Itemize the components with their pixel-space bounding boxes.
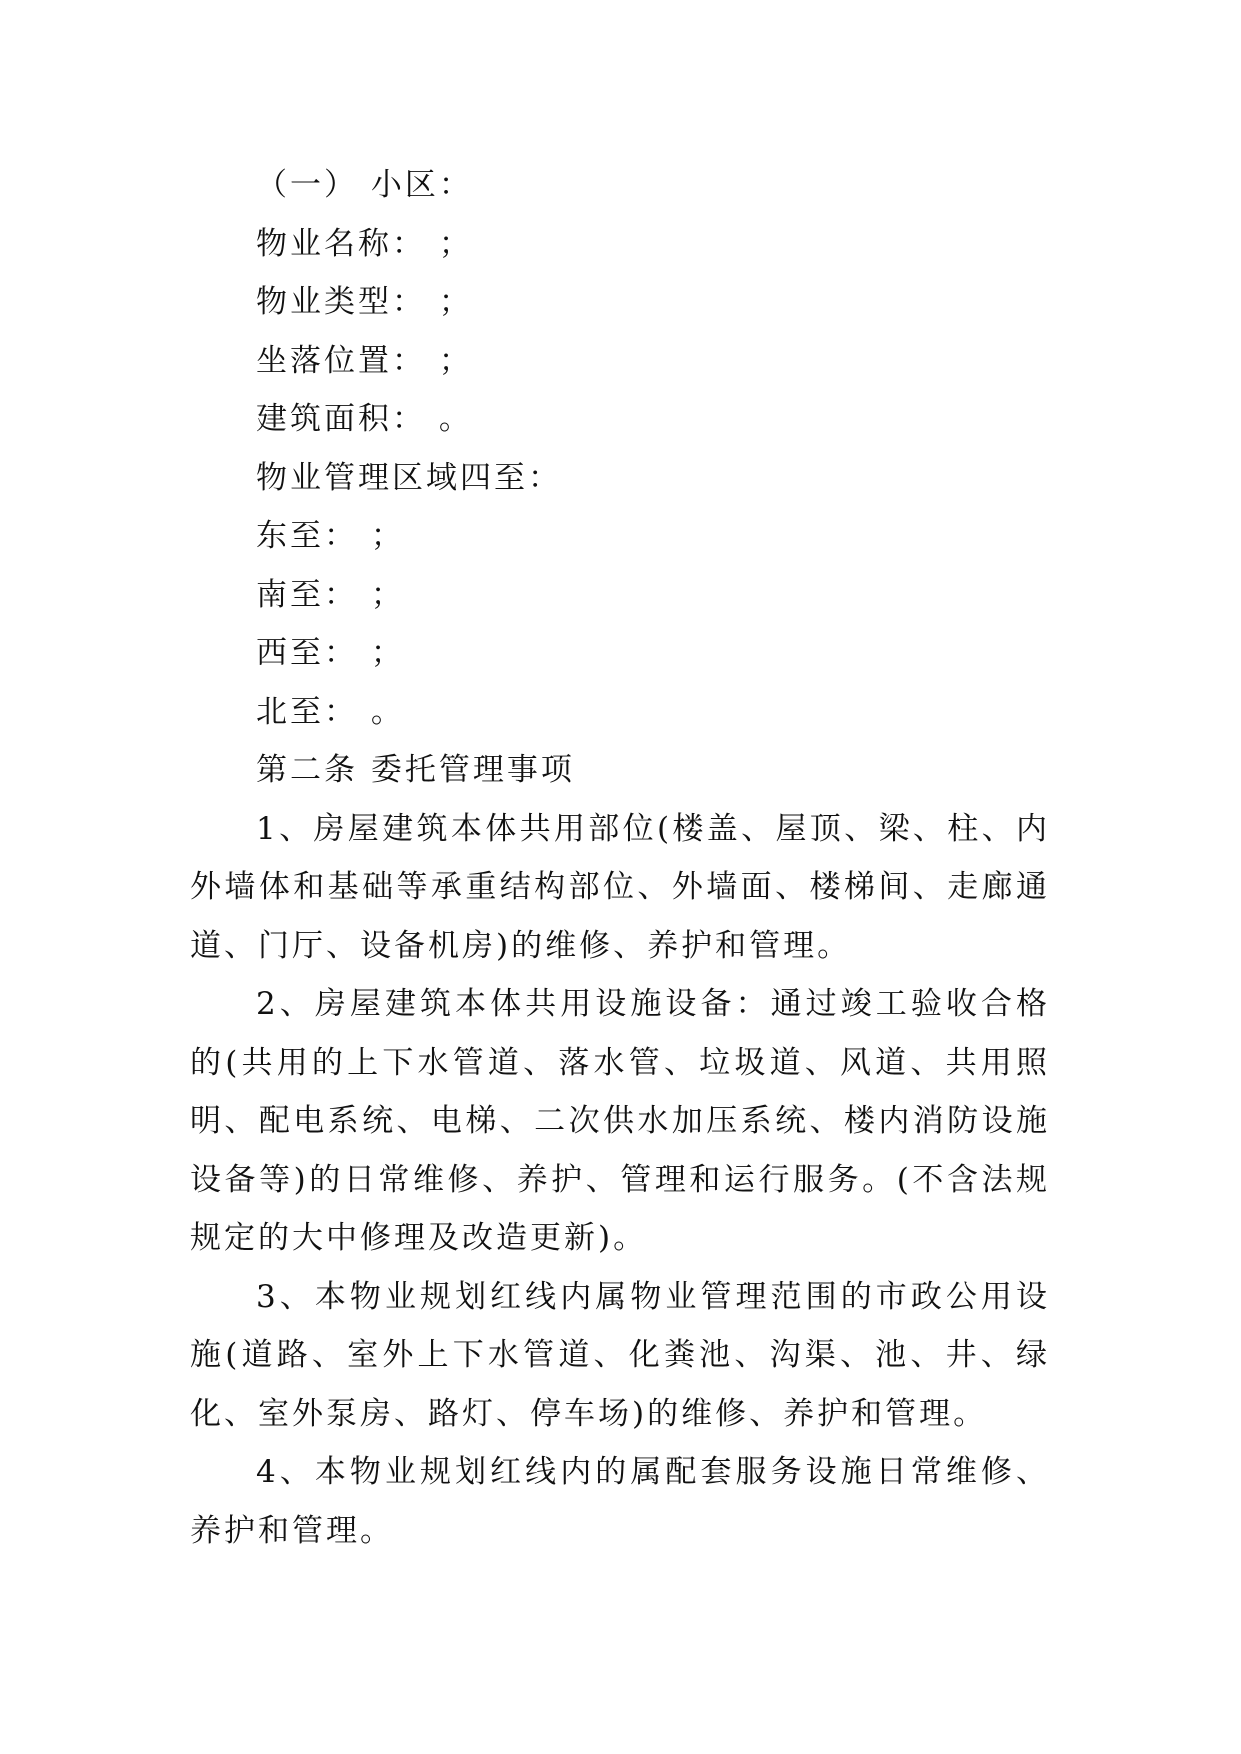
north-boundary-line: 北至： 。 — [256, 693, 405, 730]
item-1-paragraph: 1、房屋建筑本体共用部位(楼盖、屋顶、梁、柱、内外墙体和基础等承重结构部位、外墙面、楼梯间、走廊通道、门厅、设备机房)的维修、养护和管理。 — [190, 810, 1050, 964]
article-two-heading: 第二条 委托管理事项 — [256, 752, 575, 788]
property-type-line: 物业类型： ； — [256, 284, 473, 320]
boundaries-heading: 物业管理区域四至： — [256, 459, 562, 496]
west-boundary-line: 西至： ； — [256, 635, 405, 671]
building-area-line: 建筑面积： 。 — [256, 401, 473, 437]
item-3-paragraph: 3、本物业规划红线内属物业管理范围的市政公用设施(道路、室外上下水管道、化粪池、沟渠、池、井、绿化、室外泵房、路灯、停车场)的维修、养护和管理。 — [190, 1278, 1050, 1432]
document-body — [190, 156, 1050, 1560]
south-boundary-line: 南至： ； — [256, 576, 405, 613]
east-boundary-line: 东至： ； — [256, 518, 405, 554]
item-4-paragraph: 4、本物业规划红线内的属配套服务设施日常维修、养护和管理。 — [190, 1454, 1050, 1549]
section-heading-community: （一） 小区： — [256, 167, 473, 203]
property-name-line: 物业名称： ； — [256, 225, 473, 262]
item-2-paragraph: 2、房屋建筑本体共用设施设备：通过竣工验收合格的(共用的上下水管道、落水管、垃圾道、风道、共用照明、配电系统、电梯、二次供水加压系统、楼内消防设施设备等)的日常维修、养护、管理和运行服务。(不含法规规定的大中修理及改造更新)。 — [190, 986, 1050, 1256]
location-line: 坐落位置： ； — [256, 342, 473, 379]
